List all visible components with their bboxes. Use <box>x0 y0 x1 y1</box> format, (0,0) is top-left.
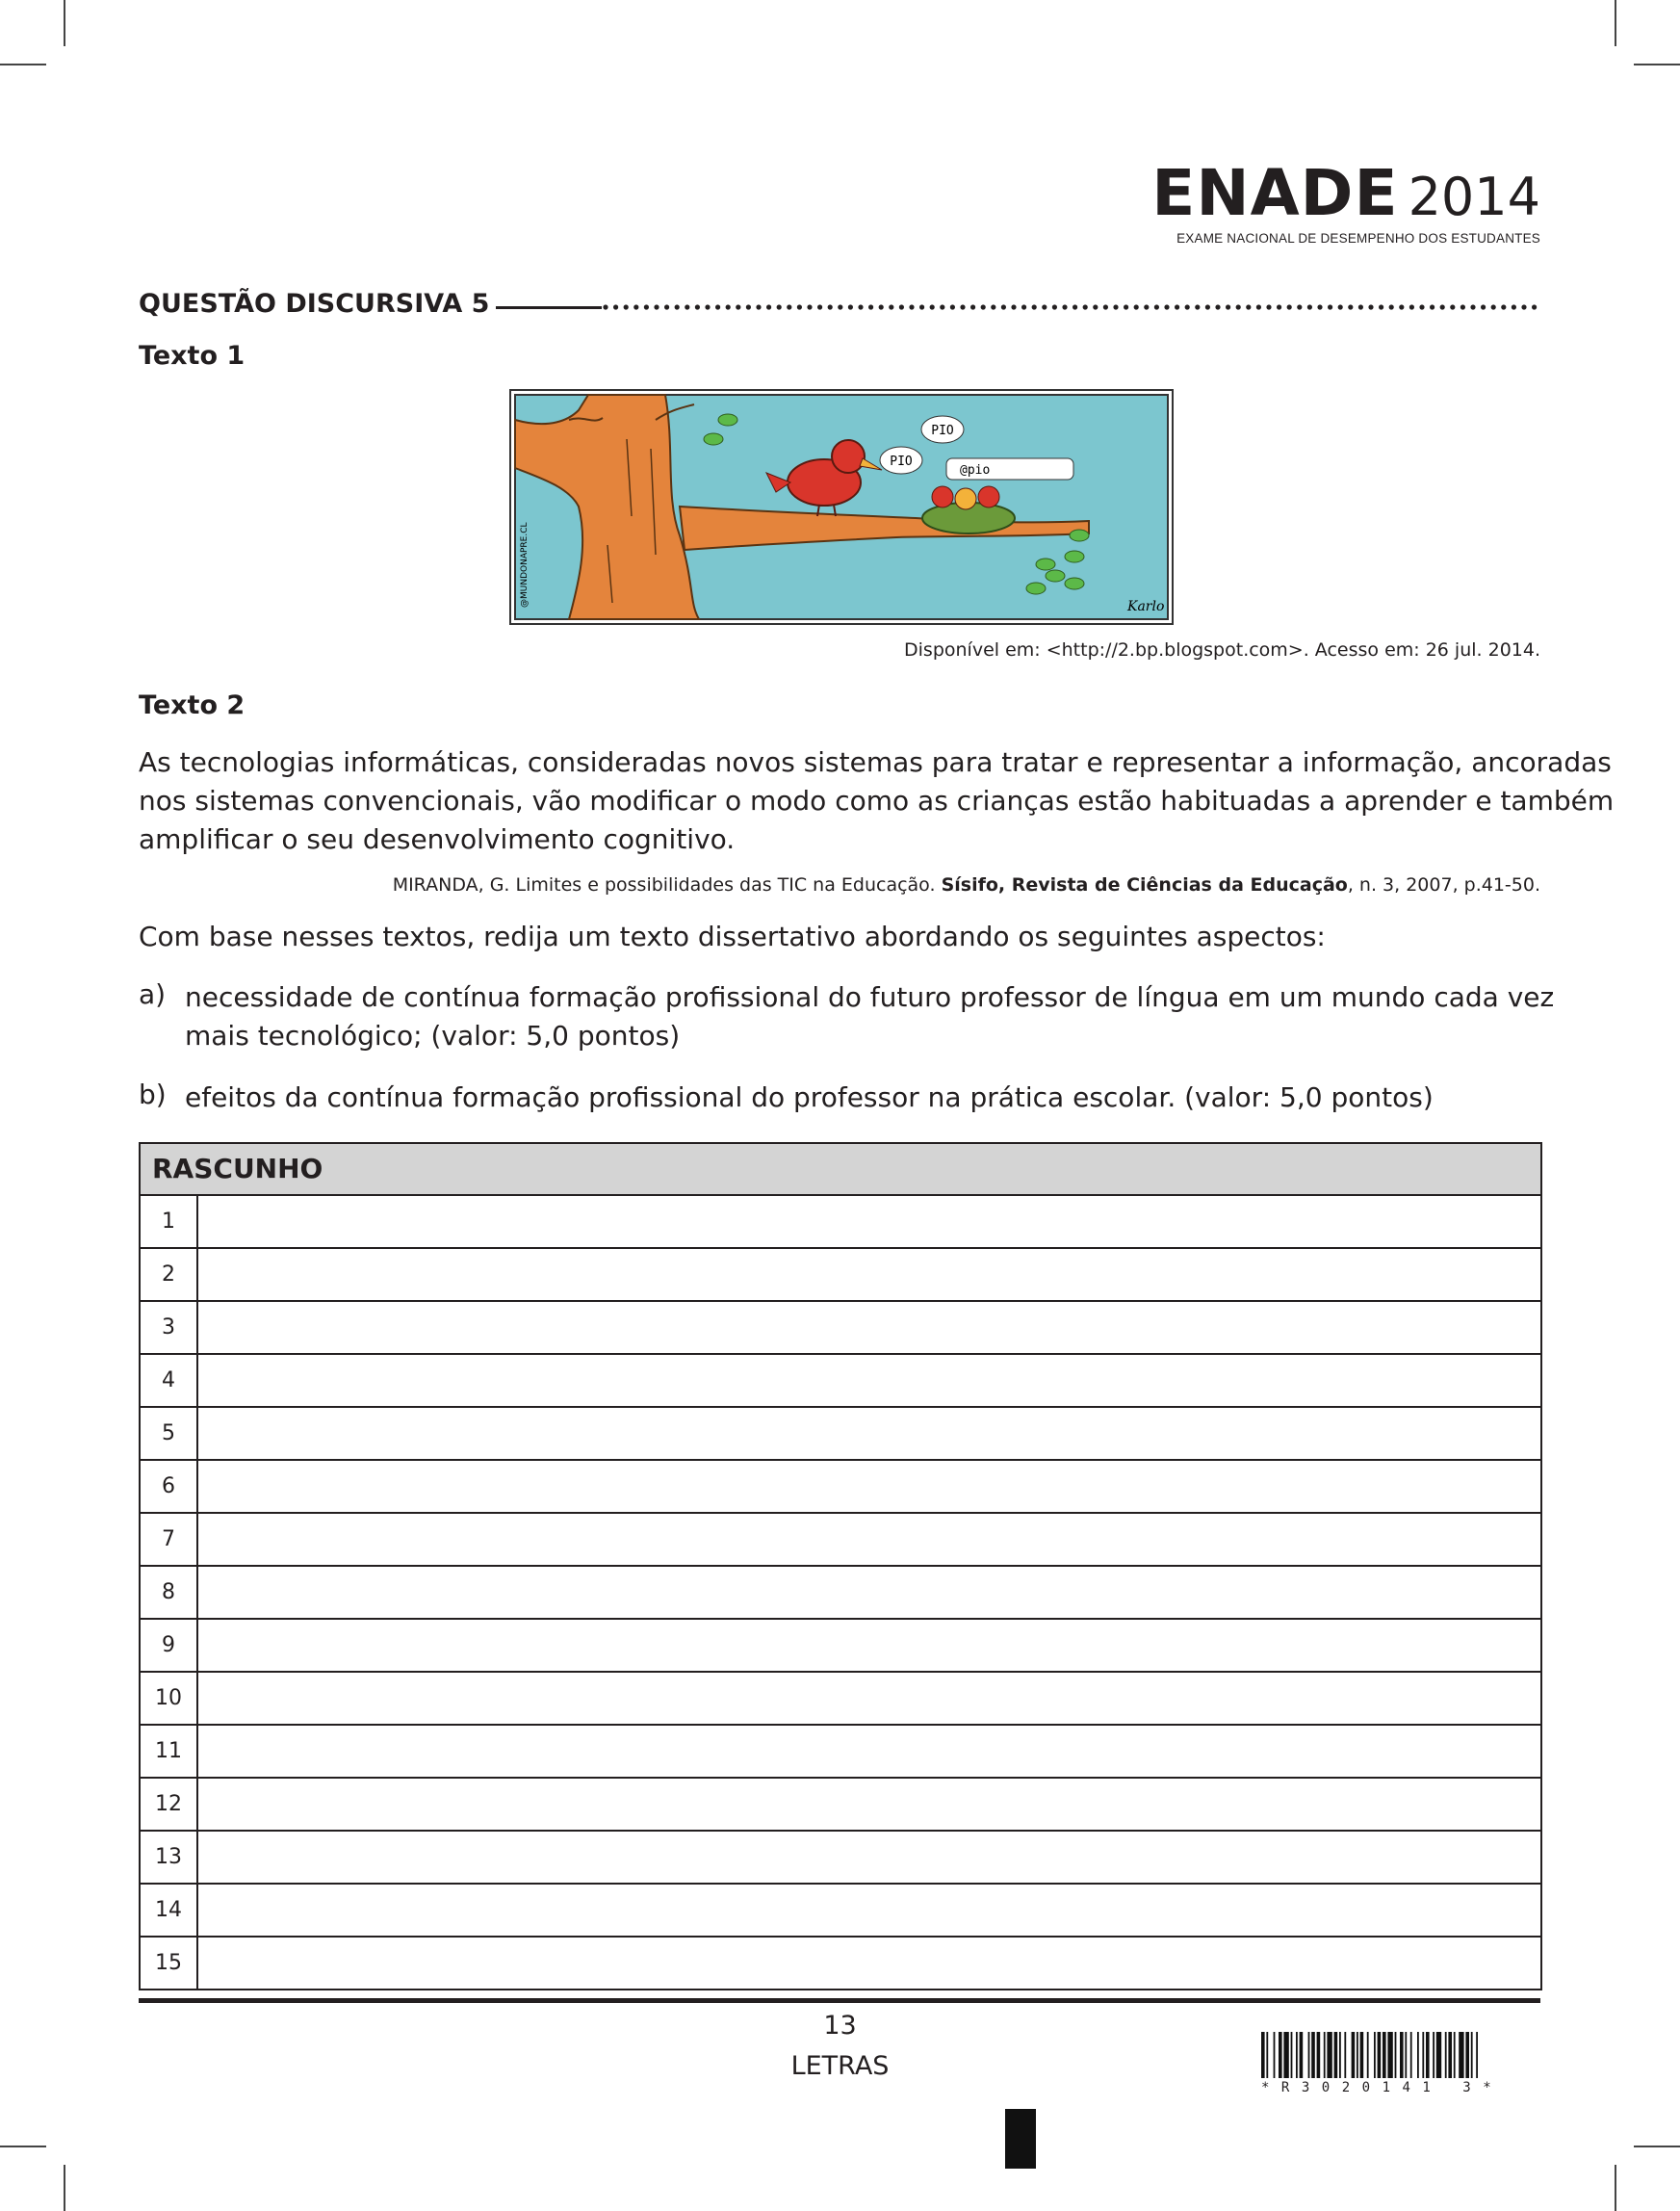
logo-word: ENADE <box>1151 156 1399 230</box>
writing-line[interactable] <box>198 1779 1540 1830</box>
prompt-intro: Com base nesses textos, redija um texto dissertativo abordando os seguintes aspectos: <box>139 921 1326 952</box>
crop-mark <box>0 2146 46 2147</box>
barcode-text: *R3020141 3* <box>1261 2080 1504 2095</box>
line-number: 7 <box>141 1514 198 1565</box>
line-number: 14 <box>141 1885 198 1936</box>
texto2-heading: Texto 2 <box>139 690 246 720</box>
line-number: 8 <box>141 1567 198 1618</box>
logo-year: 2014 <box>1408 167 1540 227</box>
writing-line[interactable] <box>198 1302 1540 1353</box>
bubble-text: PIO <box>931 424 954 438</box>
writing-line[interactable] <box>198 1673 1540 1724</box>
crop-mark <box>64 2165 65 2211</box>
writing-line[interactable] <box>198 1567 1540 1618</box>
texto2-paragraph <box>139 743 1615 859</box>
crop-mark <box>64 0 65 46</box>
line-number: 3 <box>141 1302 198 1353</box>
registration-mark <box>1005 2109 1036 2169</box>
bottom-rule <box>139 1998 1540 2003</box>
crop-mark <box>1634 64 1680 65</box>
rascunho-row <box>141 1938 1540 1989</box>
rascunho-row <box>141 1726 1540 1779</box>
rascunho-row <box>141 1620 1540 1673</box>
rascunho-row <box>141 1461 1540 1514</box>
barcode <box>1261 2032 1540 2084</box>
rascunho-row <box>141 1302 1540 1355</box>
line-number: 15 <box>141 1938 198 1989</box>
line-number: 10 <box>141 1673 198 1724</box>
paragraph-line: amplificar o seu desenvolvimento cognitivo. <box>139 823 736 855</box>
crop-mark <box>1615 0 1616 46</box>
writing-line[interactable] <box>198 1249 1540 1300</box>
rascunho-rows <box>141 1196 1540 1989</box>
question-title: QUESTÃO DISCURSIVA 5 <box>139 289 490 319</box>
item-b-text: efeitos da contínua formação profissional do professor na prática escolar. (valor: 5,0 pontos) <box>185 1081 1434 1113</box>
texto1-heading: Texto 1 <box>139 341 246 371</box>
cartoon-image <box>509 389 1174 625</box>
writing-line[interactable] <box>198 1832 1540 1883</box>
rascunho-row <box>141 1885 1540 1938</box>
writing-line[interactable] <box>198 1885 1540 1936</box>
cartoon-side-credit: @MUNDONAPRE.CL <box>520 522 530 608</box>
writing-line[interactable] <box>198 1620 1540 1671</box>
item-line: necessidade de contínua formação profissional do futuro professor de língua em um mundo cada vez <box>185 981 1555 1013</box>
citation-journal: Sísifo, Revista de Ciências da Educação <box>941 874 1348 896</box>
crop-mark <box>1634 2146 1680 2147</box>
title-dotted-rule <box>602 299 1540 315</box>
writing-line[interactable] <box>198 1461 1540 1512</box>
line-number: 1 <box>141 1196 198 1247</box>
rascunho-row <box>141 1673 1540 1726</box>
page-number: 13 <box>823 2011 857 2041</box>
rascunho-row <box>141 1832 1540 1885</box>
line-number: 13 <box>141 1832 198 1883</box>
paragraph-line: nos sistemas convencionais, vão modificar o modo como as crianças estão habituadas a aprender e também <box>139 785 1615 817</box>
rascunho-row <box>141 1779 1540 1832</box>
item-a-label: a) <box>139 978 167 1010</box>
crop-mark <box>1615 2165 1616 2211</box>
writing-line[interactable] <box>198 1726 1540 1777</box>
writing-line[interactable] <box>198 1408 1540 1459</box>
texto1-source: Disponível em: <http://2.bp.blogspot.com>. Acesso em: 26 jul. 2014. <box>904 639 1540 661</box>
crop-mark <box>0 64 46 65</box>
title-rule <box>496 306 602 309</box>
line-number: 11 <box>141 1726 198 1777</box>
citation-suffix: , n. 3, 2007, p.41-50. <box>1347 874 1540 896</box>
line-number: 9 <box>141 1620 198 1671</box>
rascunho-row <box>141 1355 1540 1408</box>
writing-line[interactable] <box>198 1196 1540 1247</box>
rascunho-row <box>141 1249 1540 1302</box>
item-b-label: b) <box>139 1079 167 1110</box>
writing-line[interactable] <box>198 1938 1540 1989</box>
line-number: 5 <box>141 1408 198 1459</box>
item-a-text <box>185 978 1555 1055</box>
texto2-citation <box>393 874 1540 896</box>
rascunho-table <box>139 1142 1542 1990</box>
rascunho-heading: RASCUNHO <box>141 1144 1540 1196</box>
course-name: LETRAS <box>790 2051 890 2081</box>
rascunho-row <box>141 1567 1540 1620</box>
rascunho-row <box>141 1196 1540 1249</box>
writing-line[interactable] <box>198 1355 1540 1406</box>
writing-line[interactable] <box>198 1514 1540 1565</box>
paragraph-line: As tecnologias informáticas, consideradas novos sistemas para tratar e representar a informação, ancoradas <box>139 746 1612 778</box>
line-number: 4 <box>141 1355 198 1406</box>
rascunho-row <box>141 1408 1540 1461</box>
logo-subtitle: EXAME NACIONAL DE DESEMPENHO DOS ESTUDANTES <box>1176 231 1540 246</box>
item-line: mais tecnológico; (valor: 5,0 pontos) <box>185 1020 681 1052</box>
cartoon-signature: Karlo <box>1127 599 1165 614</box>
line-number: 2 <box>141 1249 198 1300</box>
line-number: 12 <box>141 1779 198 1830</box>
cartoon-drawing <box>511 391 1172 623</box>
rascunho-row <box>141 1514 1540 1567</box>
bubble-text: PIO <box>890 455 913 469</box>
citation-prefix: MIRANDA, G. Limites e possibilidades das TIC na Educação. <box>392 874 942 896</box>
enade-logo <box>1151 156 1540 246</box>
bubble-text: @pio <box>960 463 991 478</box>
line-number: 6 <box>141 1461 198 1512</box>
